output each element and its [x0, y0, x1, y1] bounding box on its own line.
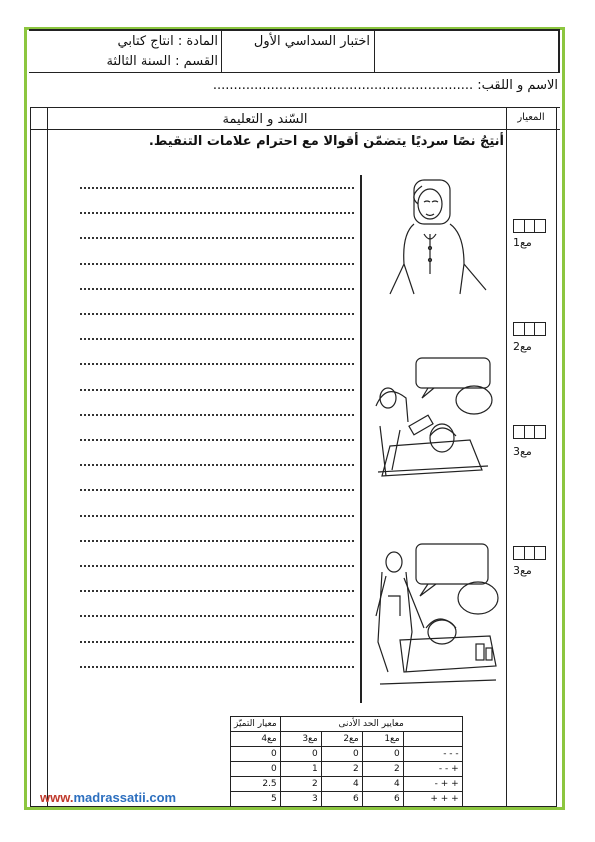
header-right-edge [558, 29, 560, 73]
score-cell: 0 [231, 762, 281, 777]
answer-line[interactable] [80, 515, 354, 517]
score-cell: 4 [321, 777, 362, 792]
support-header: السّند و التعليمة [222, 112, 308, 127]
criterion-label-3: مع3 [513, 445, 532, 458]
watermark-link[interactable] [40, 790, 176, 805]
score-cell: 3 [280, 792, 321, 807]
answer-line[interactable] [80, 464, 354, 466]
answer-line[interactable] [80, 313, 354, 315]
score-cell: 0 [231, 747, 281, 762]
table-top-line [30, 107, 560, 108]
answer-line[interactable] [80, 338, 354, 340]
table-inner-left [47, 107, 48, 807]
col-header: مع2 [321, 732, 362, 747]
table-row [231, 777, 463, 792]
table-row [231, 792, 463, 807]
score-cell: 2 [321, 762, 362, 777]
level-cell: - - - [403, 747, 462, 762]
answer-line[interactable] [80, 615, 354, 617]
table-right-edge [556, 107, 557, 807]
answer-line[interactable] [80, 540, 354, 542]
score-cell: 0 [362, 747, 403, 762]
instruction-text: أنتِجُ نصًا سرديًا يتضمّن أقوالا مع احترام علامات التنقيط. [148, 134, 504, 149]
answer-line[interactable] [80, 212, 354, 214]
col-header: مع4 [231, 732, 281, 747]
answer-line[interactable] [80, 288, 354, 290]
score-cell: 0 [280, 747, 321, 762]
criterion-score-box-3[interactable] [513, 425, 546, 439]
answer-line[interactable] [80, 389, 354, 391]
col-header: مع3 [280, 732, 321, 747]
header-top-line [29, 29, 560, 31]
criterion-label-2: مع2 [513, 340, 532, 353]
score-cell: 0 [321, 747, 362, 762]
level-cell: + + + [403, 792, 462, 807]
criterion-label-4: مع3 [513, 564, 532, 577]
answer-line[interactable] [80, 590, 354, 592]
score-cell: 6 [362, 792, 403, 807]
answer-line[interactable] [80, 565, 354, 567]
answer-line[interactable] [80, 237, 354, 239]
illustration-doctor-visit-image [360, 536, 500, 696]
table-header-line [30, 129, 560, 130]
answer-line[interactable] [80, 666, 354, 668]
score-cell: 2 [280, 777, 321, 792]
level-label: القسم : السنة الثالثة [106, 54, 218, 69]
exam-title: اختبار السداسي الأول [253, 34, 370, 49]
answer-line[interactable] [80, 489, 354, 491]
header-divider-right [374, 29, 375, 73]
answer-line[interactable] [80, 414, 354, 416]
table-criterion-divider [506, 107, 507, 807]
criterion-score-box-2[interactable] [513, 322, 546, 336]
criterion-score-box-1[interactable] [513, 219, 546, 233]
level-cell: + - - [403, 762, 462, 777]
min-criteria-header: معايير الحد الأدنى [280, 717, 462, 732]
table-left-edge [30, 107, 31, 807]
name-field[interactable]: الاسم و اللقب: ............................................................... [212, 78, 558, 93]
score-cell: 4 [362, 777, 403, 792]
score-cell: 2.5 [231, 777, 281, 792]
answer-line[interactable] [80, 263, 354, 265]
criterion-header: المعيار [517, 112, 545, 123]
criterion-score-box-4[interactable] [513, 546, 546, 560]
scoring-table [230, 716, 463, 807]
illustration-sick-boy-image [384, 174, 494, 298]
score-cell: 6 [321, 792, 362, 807]
answer-line[interactable] [80, 187, 354, 189]
illustration-bed-scene-image [370, 356, 494, 486]
col-header: مع1 [362, 732, 403, 747]
watermark-domain: madrassatii.com [73, 790, 177, 805]
subject-label: المادة : انتاج كتابي [117, 34, 218, 49]
score-cell: 2 [362, 762, 403, 777]
watermark-www: www. [40, 790, 74, 805]
criterion-label-1: مع1 [513, 236, 532, 249]
level-cell: + + - [403, 777, 462, 792]
answer-line[interactable] [80, 439, 354, 441]
score-cell: 1 [280, 762, 321, 777]
answer-line[interactable] [80, 641, 354, 643]
answer-line[interactable] [80, 363, 354, 365]
table-row [231, 762, 463, 777]
score-cell: 5 [231, 792, 281, 807]
header-divider-left [221, 29, 222, 73]
header-bottom-line [29, 72, 560, 73]
excellence-header: معيار التميّز [231, 717, 281, 732]
table-row [231, 747, 463, 762]
